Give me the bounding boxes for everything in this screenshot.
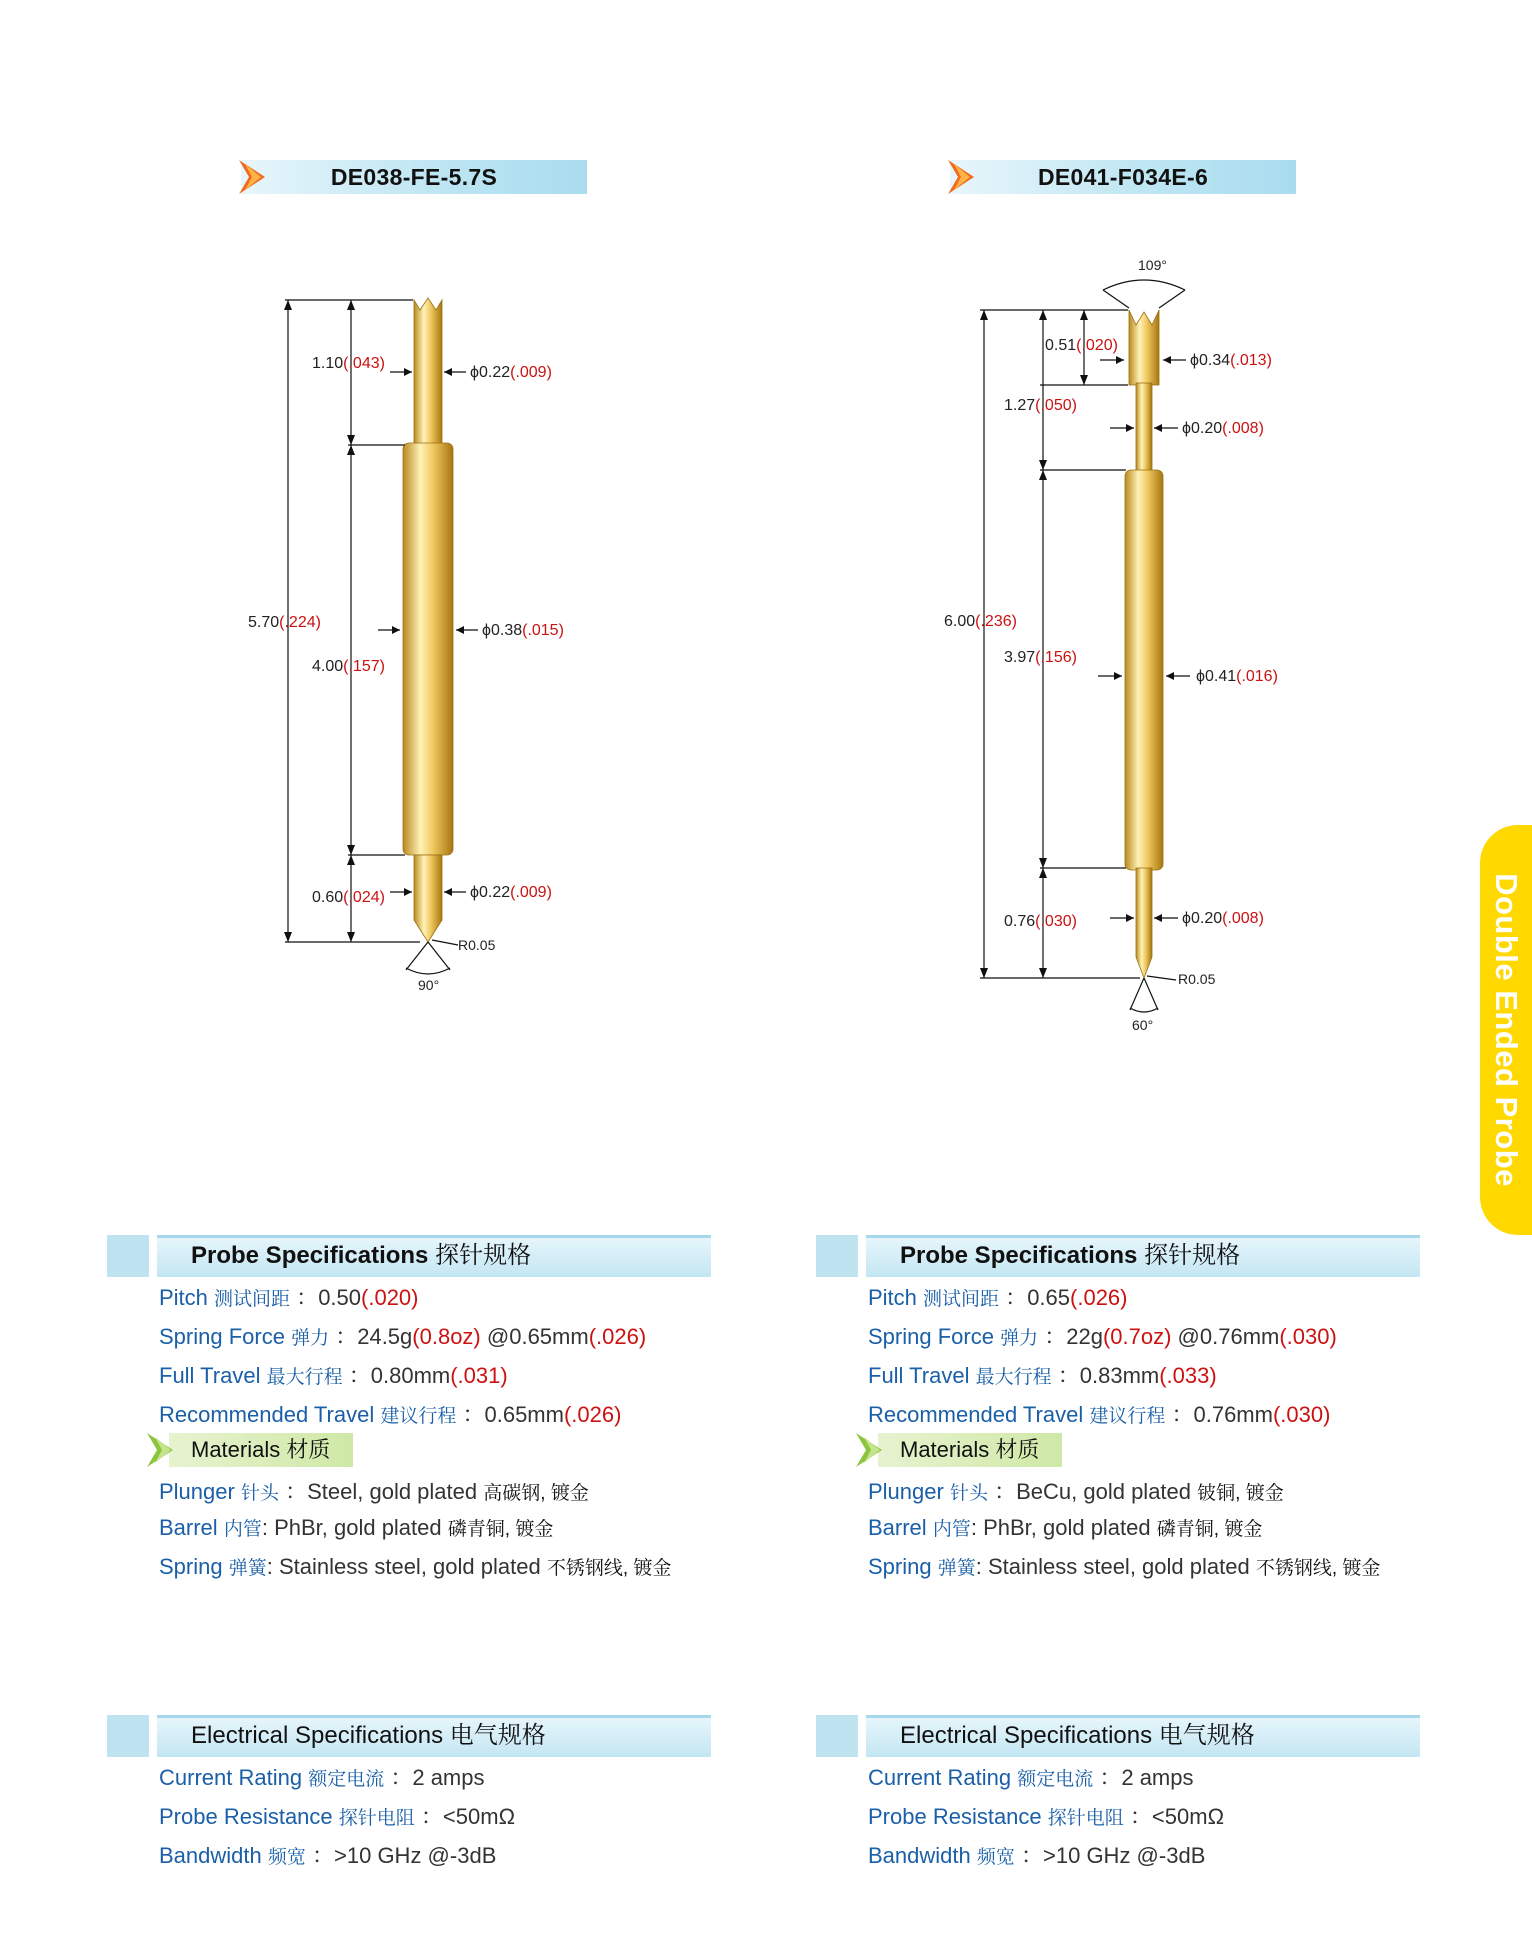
spring-force-row: Spring Force 弹力 ：22g(0.7oz) @0.76mm(.030) <box>868 1324 1337 1349</box>
probe-spec-header: Probe Specifications 探针规格 <box>816 1235 1476 1277</box>
barrel-length-label: 4.00(.157) <box>312 658 385 675</box>
pitch-row: Pitch 测试间距 ：0.50(.020) <box>159 1285 419 1310</box>
current-rating-row: Current Rating 额定电流 ：2 amps <box>868 1765 1194 1790</box>
model-name: DE038-FE-5.7S <box>330 164 498 190</box>
tip-radius-label: R0.05 <box>1178 971 1216 987</box>
full-travel-row: Full Travel 最大行程 ：0.83mm(.033) <box>868 1363 1217 1388</box>
top-length-label: 1.10(.043) <box>312 355 385 372</box>
probe-resistance-row: Probe Resistance 探针电阻 ：<50mΩ <box>159 1804 516 1829</box>
probe-drawing-left <box>230 280 630 1010</box>
probe-resistance-row: Probe Resistance 探针电阻 ：<50mΩ <box>868 1804 1225 1829</box>
bandwidth-row: Bandwidth 频宽 ：>10 GHz @-3dB <box>159 1843 497 1868</box>
overall-length-label: 5.70(.224) <box>248 614 321 631</box>
barrel-row: Barrel 内管: PhBr, gold plated 磷青铜, 镀金 <box>159 1515 554 1540</box>
top-head <box>1129 310 1159 385</box>
top-diameter-label: ϕ0.22(.009) <box>470 364 552 381</box>
barrel <box>1125 470 1163 870</box>
bottom-length-label: 0.60(.024) <box>312 889 385 906</box>
barrel-diameter-label: ϕ0.41(.016) <box>1196 668 1278 685</box>
plunger-row: Plunger 针头 ：BeCu, gold plated 铍铜, 镀金 <box>868 1479 1284 1504</box>
full-travel-row: Full Travel 最大行程 ：0.80mm(.031) <box>159 1363 508 1388</box>
spec-column-left: Probe Specifications 探针规格 Pitch 测试间距 ：0.50(.020) Spring Force 弹力 ：24.5g(0.8oz) @0.65mm(.026) Full Travel 最大行程 ：0.80mm(.031) Recommended Travel 建议行程 ：0.65mm(.026) Materials 材质 Plunger 针头 ：Steel, gold plated 高碳钢, 镀金 Barrel 内管: PhBr, gold plated 磷青铜, 镀金 Spring 弹簧: Stainless steel, gold plated 不锈钢线, 镀金 Electrical Specifications 电气规格 Current Rating 额定电流 ：2 amps Probe Resistance 探针电阻 ：<50mΩ Bandwidth 频宽 ：>10 GHz @-3dB <box>107 1235 767 1277</box>
barrel <box>403 443 453 855</box>
head-length-label: 0.51(.020) <box>1045 337 1118 354</box>
category-side-tab <box>1480 825 1532 1235</box>
head-diameter-label: ϕ0.34(.013) <box>1190 352 1272 369</box>
electrical-spec-header: Electrical Specifications 电气规格 <box>107 1715 767 1757</box>
tip-angle-label: 90° <box>418 977 440 993</box>
electrical-spec-header: Electrical Specifications 电气规格 <box>816 1715 1476 1757</box>
tip-radius-label: R0.05 <box>458 937 496 953</box>
recommended-travel-row: Recommended Travel 建议行程 ：0.76mm(.030) <box>868 1402 1331 1427</box>
model-name: DE041-F034E-6 <box>1037 164 1209 190</box>
bottom-diameter-label: ϕ0.20(.008) <box>1182 910 1264 927</box>
spring-row: Spring 弹簧: Stainless steel, gold plated 不锈钢线, 镀金 <box>868 1554 1381 1579</box>
bottom-plunger <box>414 855 442 942</box>
bottom-diameter-label: ϕ0.22(.009) <box>470 884 552 901</box>
bandwidth-row: Bandwidth 频宽 ：>10 GHz @-3dB <box>868 1843 1206 1868</box>
product-title-left <box>241 160 587 194</box>
top-plunger <box>414 298 442 445</box>
top-length-label: 1.27(.050) <box>1004 397 1077 414</box>
head-angle-label: 109° <box>1138 257 1167 273</box>
overall-length-label: 6.00(.236) <box>944 613 1017 630</box>
barrel-diameter-label: ϕ0.38(.015) <box>482 622 564 639</box>
plunger-row: Plunger 针头 ：Steel, gold plated 高碳钢, 镀金 <box>159 1479 589 1504</box>
top-plunger <box>1136 383 1152 473</box>
pitch-row: Pitch 测试间距 ：0.65(.026) <box>868 1285 1128 1310</box>
spring-row: Spring 弹簧: Stainless steel, gold plated 不锈钢线, 镀金 <box>159 1554 672 1579</box>
bottom-plunger <box>1136 868 1152 978</box>
barrel-row: Barrel 内管: PhBr, gold plated 磷青铜, 镀金 <box>868 1515 1263 1540</box>
spec-column-right: Probe Specifications 探针规格 Pitch 测试间距 ：0.65(.026) Spring Force 弹力 ：22g(0.7oz) @0.76mm(.030) Full Travel 最大行程 ：0.83mm(.033) Recommended Travel 建议行程 ：0.76mm(.030) Materials 材质 Plunger 针头 ：BeCu, gold plated 铍铜, 镀金 Barrel 内管: PhBr, gold plated 磷青铜, 镀金 Spring 弹簧: Stainless steel, gold plated 不锈钢线, 镀金 Electrical Specifications 电气规格 Current Rating 额定电流 ：2 amps Probe Resistance 探针电阻 ：<50mΩ Bandwidth 频宽 ：>10 GHz @-3dB <box>816 1235 1476 1277</box>
category-label: Double Ended Probe <box>1489 873 1524 1187</box>
recommended-travel-row: Recommended Travel 建议行程 ：0.65mm(.026) <box>159 1402 622 1427</box>
bottom-length-label: 0.76(.030) <box>1004 913 1077 930</box>
tip-angle-label: 60° <box>1132 1017 1154 1033</box>
barrel-length-label: 3.97(.156) <box>1004 649 1077 666</box>
current-rating-row: Current Rating 额定电流 ：2 amps <box>159 1765 485 1790</box>
product-title-right <box>950 160 1296 194</box>
top-diameter-label: ϕ0.20(.008) <box>1182 420 1264 437</box>
probe-spec-header: Probe Specifications 探针规格 <box>107 1235 767 1277</box>
probe-drawing-right <box>940 250 1340 1040</box>
spring-force-row: Spring Force 弹力 ：24.5g(0.8oz) @0.65mm(.026) <box>159 1324 647 1349</box>
chevron-right-icon <box>147 1433 187 1467</box>
chevron-right-icon <box>856 1433 896 1467</box>
